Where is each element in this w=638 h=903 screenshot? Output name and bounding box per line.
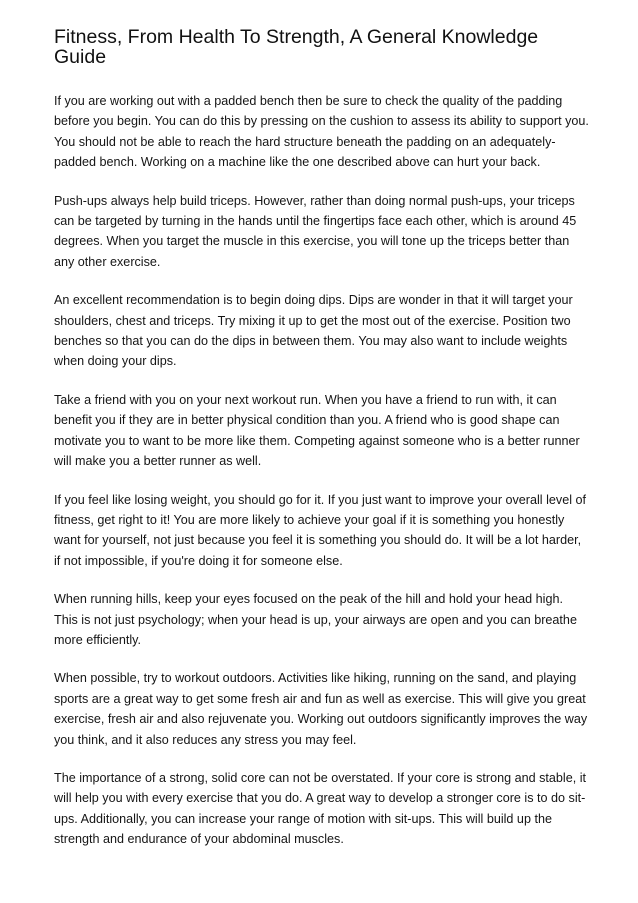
document-title: Fitness, From Health To Strength, A General Knowledge Guide	[54, 26, 539, 68]
paragraph-running-friend: Take a friend with you on your next workout run. When you have a friend to run with, it can benefit you if they are in better physical condition than you. A friend who is good shape can motivate you to want to be more like them. Competing against someone who is a better runner will make you a better runner as well.	[54, 392, 580, 469]
paragraph-core-strength: The importance of a strong, solid core can not be overstated. If your core is strong and stable, it will help you with every exercise that you do. A great way to develop a stronger core is to do sit-ups. Additionally, you can increase your range of motion with sit-ups. This will build up the strength and endurance of your abdominal muscles.	[54, 770, 587, 847]
paragraph-losing-weight: If you feel like losing weight, you should go for it. If you just want to improve your overall level of fitness, get right to it! You are more likely to achieve your goal if it is something you honestly want for yourself, not just because you feel it is something you should do. It will be a lot harder, if not impossible, if you're doing it for someone else.	[54, 492, 587, 568]
paragraph-padded-bench: If you are working out with a padded bench then be sure to check the quality of the padding before you begin. You can do this by pressing on the cushion to assess its ability to support you. You should not be able to reach the hard structure beneath the padding on an adequately-padded bench. Working on a machine like the one described above can hurt your back.	[54, 94, 589, 170]
paragraph-dips: An excellent recommendation is to begin doing dips. Dips are wonder in that it will target your shoulders, chest and triceps. Try mixing it up to get the most out of the exercise. Position two benches so that you can do the dips in between them. You may also want to include weights when doing your dips.	[54, 293, 573, 369]
paragraph-running-hills: When running hills, keep your eyes focused on the peak of the hill and hold your head high. This is not just psychology; when your head is up, your airways are open and you can breathe more efficiently.	[54, 592, 577, 647]
paragraph-outdoors: When possible, try to workout outdoors. Activities like hiking, running on the sand, and playing sports are a great way to get some fresh air and fun as well as exercise. This will give you great exercise, fresh air and also rejuvenate you. Working out outdoors significantly improves the way you think, and it also reduces any stress you may feel.	[54, 671, 588, 747]
document-page	[54, 27, 590, 868]
paragraph-push-ups: Push-ups always help build triceps. However, rather than doing normal push-ups, your triceps can be targeted by turning in the hands until the fingertips face each other, which is around 45 degrees. When you target the muscle in this exercise, you will tone up the triceps better than any other exercise.	[54, 193, 577, 269]
